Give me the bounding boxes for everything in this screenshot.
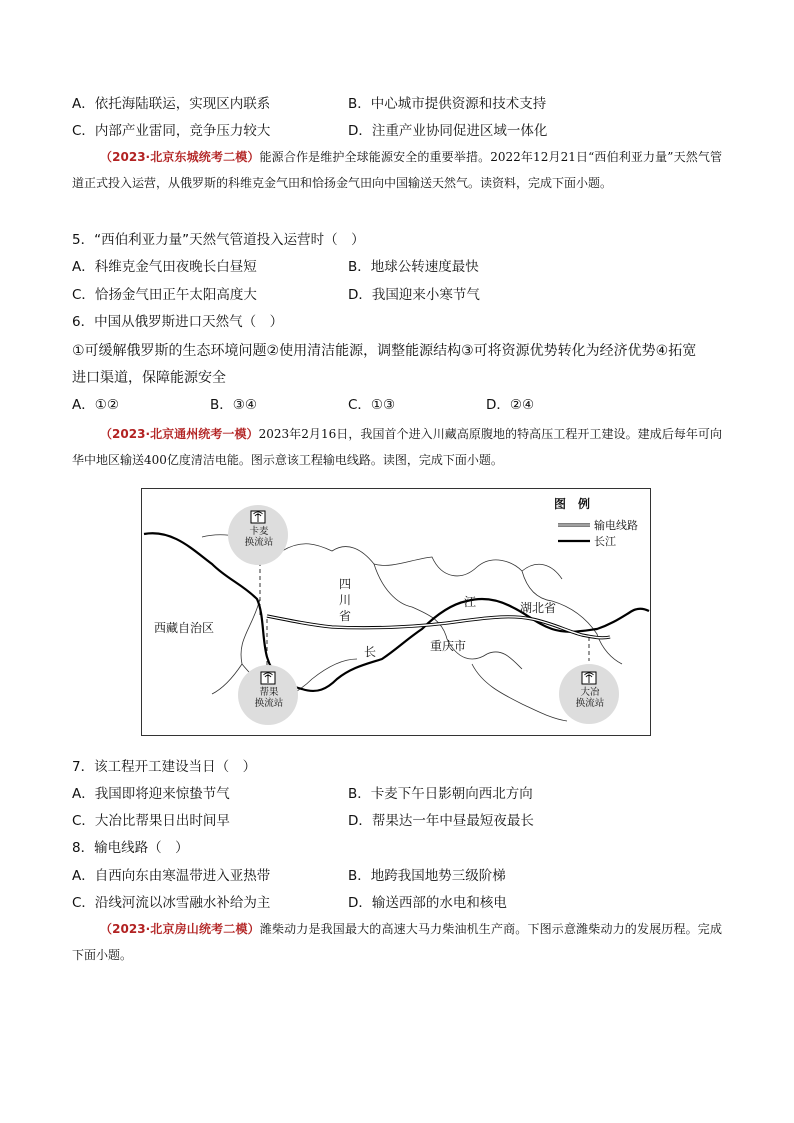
q5-option-c[interactable]: C．恰扬金气田正午太阳高度大 <box>72 287 257 303</box>
q4-option-a[interactable]: A．依托海陆联运，实现区内联系 <box>72 96 271 112</box>
power-line-map <box>141 488 651 736</box>
q6-option-a[interactable]: A．①② <box>72 397 119 413</box>
q6-statements: ①可缓解俄罗斯的生态环境问题②使用清洁能源，调整能源结构③可将资源优势转化为经济优势④拓宽 <box>72 343 697 359</box>
province-boundary <box>212 664 242 694</box>
source-tag: （2023·北京房山统考二模） <box>100 922 260 936</box>
q5-option-d[interactable]: D．我国迎来小寒节气 <box>348 287 480 303</box>
station-icon <box>261 672 275 684</box>
q8-stem: 8．输电线路（ ） <box>72 840 189 856</box>
label-chang: 长 <box>364 645 377 659</box>
q7-option-b[interactable]: B．卡麦下午日影朝向西北方向 <box>348 786 533 802</box>
q5-stem: 5．“西伯利亚力量”天然气管道投入运营时（ ） <box>72 232 365 248</box>
q8-option-a[interactable]: A．自西向东由寒温带进入亚热带 <box>72 868 271 884</box>
label-sichuan-2: 川 <box>339 593 352 607</box>
q7-option-d[interactable]: D．帮果达一年中昼最短夜最长 <box>348 813 534 829</box>
label-jiang: 江 <box>464 595 477 609</box>
station-kamai-label: 卡麦 换流站 <box>244 526 274 548</box>
label-sichuan-1: 四 <box>339 577 352 591</box>
intro-text: 2023年2月16日，我国首个进入川藏高原腹地的特高压工程开工建设。建成后每年可向华中地区输送400亿度清洁电能。图示意该工程输电线路。读图，完成下面小题。 <box>72 427 722 467</box>
q5-option-b[interactable]: B．地球公转速度最快 <box>348 259 479 275</box>
intro-text: 潍柴动力是我国最大的高速大马力柴油机生产商。下图示意潍柴动力的发展历程。完成下面小题。 <box>72 922 722 962</box>
station-icon <box>582 672 596 684</box>
q7-option-a[interactable]: A．我国即将迎来惊蛰节气 <box>72 786 230 802</box>
label-hubei: 湖北省 <box>520 601 557 615</box>
q6-statements-cont: 进口渠道，保障能源安全 <box>72 370 226 386</box>
q4-option-b[interactable]: B．中心城市提供资源和技术支持 <box>348 96 547 112</box>
q6-stem: 6．中国从俄罗斯进口天然气（ ） <box>72 314 284 330</box>
q4-option-d[interactable]: D．注重产业协同促进区域一体化 <box>348 123 548 139</box>
q6-option-b[interactable]: B．③④ <box>210 397 257 413</box>
label-sichuan-3: 省 <box>339 609 352 623</box>
q7-stem: 7．该工程开工建设当日（ ） <box>72 759 257 775</box>
q6-option-c[interactable]: C．①③ <box>348 397 396 413</box>
station-daye-label: 大冶 换流站 <box>575 687 605 709</box>
legend-title: 图 例 <box>554 497 591 511</box>
q7-option-c[interactable]: C．大冶比帮果日出时间早 <box>72 813 230 829</box>
province-boundary <box>472 664 567 721</box>
source-tag: （2023·北京通州统考一模） <box>100 427 259 441</box>
legend-river: 长江 <box>594 535 616 548</box>
intro-text: 能源合作是维护全球能源安全的重要举措。2022年12月21日“西伯利亚力量”天然气管道正式投入运营，从俄罗斯的科维克金气田和恰扬金气田向中国输送天然气。读资料，完成下面小题。 <box>72 150 722 190</box>
q5-option-a[interactable]: A．科维克金气田夜晚长白昼短 <box>72 259 257 275</box>
q6-option-d[interactable]: D．②④ <box>486 397 535 413</box>
intro-paragraph-3 <box>72 916 722 968</box>
station-icon <box>251 511 265 523</box>
q8-option-b[interactable]: B．地跨我国地势三级阶梯 <box>348 868 506 884</box>
station-bangguo-label: 帮果 换流站 <box>254 687 284 709</box>
label-chongqing: 重庆市 <box>430 639 467 653</box>
province-boundary <box>522 571 622 664</box>
label-tibet: 西藏自治区 <box>154 621 215 635</box>
power-line-inner <box>267 616 610 638</box>
intro-paragraph-1 <box>72 144 722 196</box>
legend-power-line: 输电线路 <box>594 519 638 532</box>
q8-option-d[interactable]: D．输送西部的水电和核电 <box>348 895 507 911</box>
q8-option-c[interactable]: C．沿线河流以冰雪融水补给为主 <box>72 895 271 911</box>
intro-paragraph-2 <box>72 421 722 473</box>
q4-option-c[interactable]: C．内部产业雷同，竞争压力较大 <box>72 123 271 139</box>
source-tag: （2023·北京东城统考二模） <box>100 150 260 164</box>
yangtze-river <box>144 533 649 691</box>
